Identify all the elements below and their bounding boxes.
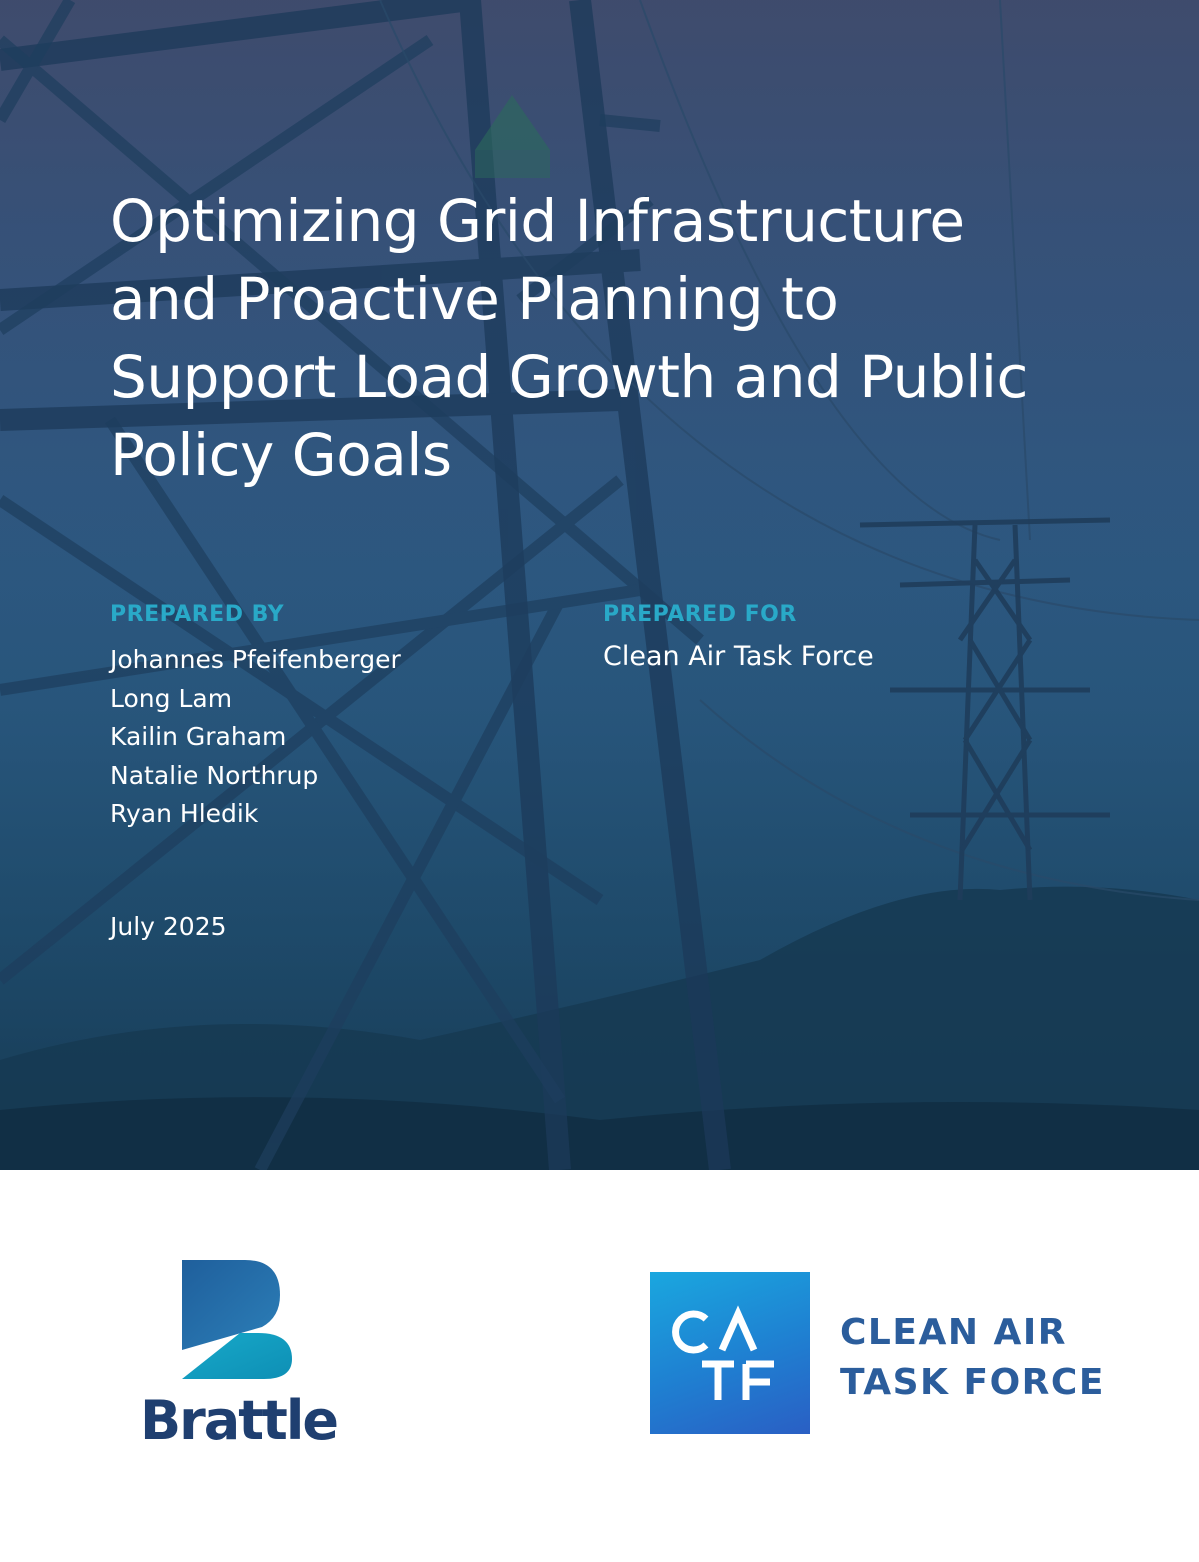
prepared-for-heading: PREPARED FOR — [603, 602, 797, 627]
brattle-b-mark-icon — [140, 1255, 340, 1385]
prepared-by-heading: PREPARED BY — [110, 602, 285, 627]
catf-wordmark-line: TASK FORCE — [840, 1362, 1105, 1403]
author-name: Johannes Pfeifenberger — [110, 645, 401, 674]
catf-monogram-box — [650, 1272, 810, 1434]
catf-monogram-icon — [650, 1272, 810, 1434]
author-name: Natalie Northrup — [110, 760, 319, 790]
publication-date: July 2025 — [110, 912, 227, 941]
catf-wordmark — [840, 1308, 1105, 1408]
prepared-by-section — [110, 602, 401, 834]
catf-logo — [650, 1272, 1110, 1435]
report-title: Optimizing Grid Infrastructure and Proactive Planning to Support Load Growth and Public Policy Goals — [110, 187, 1028, 489]
author-list — [110, 641, 401, 834]
prepared-for-section — [603, 602, 874, 672]
author-name: Ryan Hledik — [110, 799, 259, 828]
catf-wordmark-line: CLEAN AIR — [840, 1312, 1067, 1353]
author-name: Long Lam — [110, 683, 233, 713]
client-name: Clean Air Task Force — [603, 641, 874, 672]
brattle-logo — [140, 1255, 340, 1455]
author-name: Kailin Graham — [110, 722, 287, 751]
brattle-wordmark: Brattle — [140, 1389, 337, 1452]
